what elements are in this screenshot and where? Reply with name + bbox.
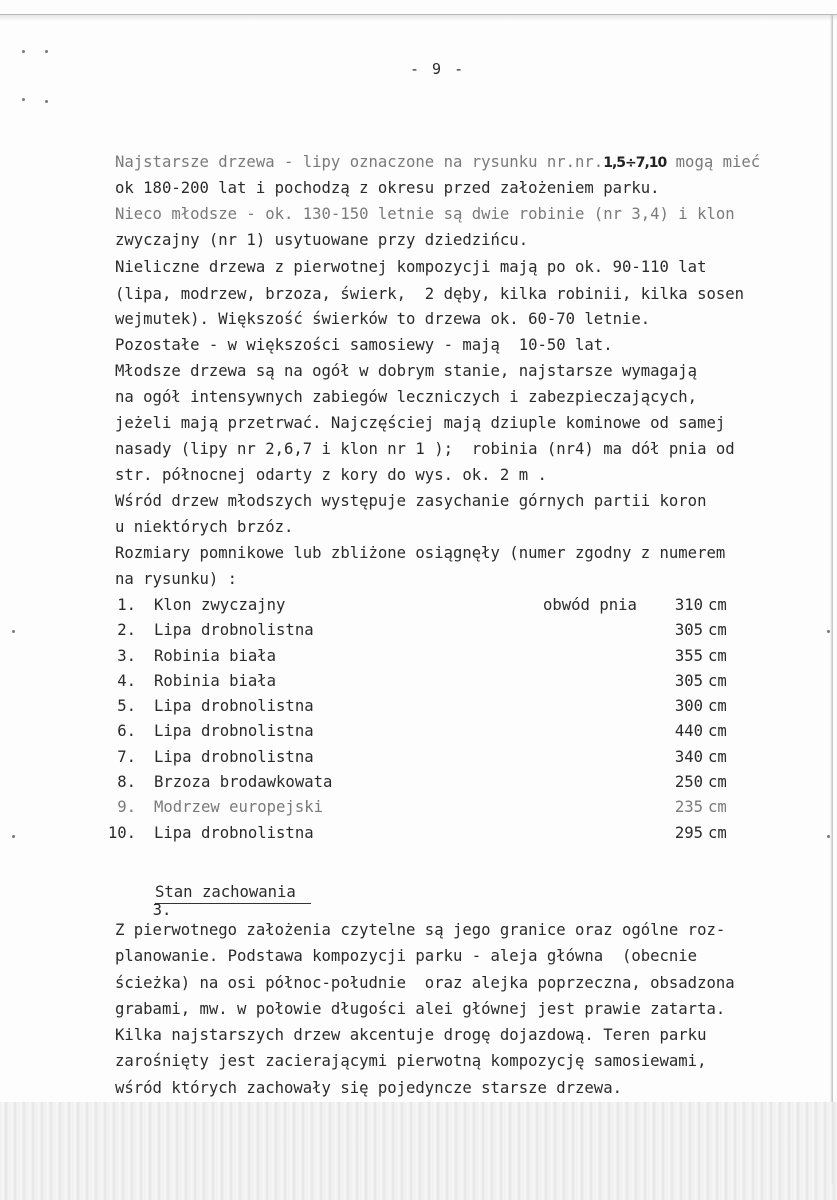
girth-value: 305 xyxy=(674,671,703,690)
text-line xyxy=(115,437,735,463)
text-line xyxy=(115,176,660,202)
tree-number: 2. xyxy=(117,621,136,640)
section-title: Stan zachowania xyxy=(155,883,296,901)
text-line xyxy=(115,307,650,333)
text-segment: Wśród drzew młodszych występuje zasychanie górnych partii koron xyxy=(115,492,707,510)
tree-name: Lipa drobnolistna xyxy=(154,621,314,640)
scan-speck xyxy=(22,98,25,101)
tree-name: Brzoza brodawkowata xyxy=(154,773,333,792)
text-segment: wejmutek). Większość świerków to drzewa ok. 60-70 letnie. xyxy=(115,310,651,328)
scan-speck xyxy=(45,50,48,53)
girth-value: 295 xyxy=(674,823,703,842)
text-line: Z pierwotnego założenia czytelne są jego granice oraz ogólne roz- xyxy=(115,921,726,939)
girth-value: 440 xyxy=(674,722,703,741)
text-segment: na ogół intensywnych zabiegów leczniczych i zabezpieczających, xyxy=(115,388,698,406)
paragraph-preservation xyxy=(115,917,735,1101)
tree-name: Robinia biała xyxy=(154,646,277,665)
section-number: 3. xyxy=(152,901,172,919)
tree-number: 7. xyxy=(117,747,136,766)
tree-list-item xyxy=(102,593,742,618)
girth-value: 355 xyxy=(674,646,703,665)
girth-value: 305 xyxy=(674,621,703,640)
tree-number: 6. xyxy=(117,722,136,741)
text-line xyxy=(115,463,547,489)
text-segment: Nieco młodsze - ok. 130-150 letnie są dwie robinie (nr 3,4) i klon xyxy=(115,205,735,223)
girth-value: 340 xyxy=(674,747,703,766)
tree-list-item xyxy=(102,669,742,694)
text-line xyxy=(115,202,735,228)
tree-list-item xyxy=(102,719,742,744)
text-line xyxy=(115,541,725,567)
text-line xyxy=(115,359,697,385)
text-segment: na rysunku) : xyxy=(115,570,238,588)
unit-label: cm xyxy=(708,646,727,665)
tree-list-item xyxy=(102,694,742,719)
page-number: - 9 - xyxy=(410,60,466,78)
tree-list-item xyxy=(102,770,742,795)
girth-value: 235 xyxy=(674,798,703,817)
text-line xyxy=(115,489,706,515)
handwritten-numbers: 1,5÷7,10 xyxy=(603,155,667,171)
text-line xyxy=(115,567,237,593)
unit-label: cm xyxy=(708,671,727,690)
tree-number: 8. xyxy=(117,773,136,792)
girth-value: 310 xyxy=(674,596,703,614)
text-line xyxy=(115,255,706,281)
text-segment: Rozmiary pomnikowe lub zbliżone osiągnęły (numer zgodny z numerem xyxy=(115,544,726,562)
text-segment: jeżeli mają przetrwać. Najczęściej mają dziuple kominowe od samej xyxy=(115,414,726,432)
unit-label: cm xyxy=(708,596,727,614)
tree-number: 10. xyxy=(107,823,136,842)
tree-name: Lipa drobnolistna xyxy=(154,747,314,766)
tree-number: 4. xyxy=(117,671,136,690)
text-line xyxy=(115,333,613,359)
tree-list-item xyxy=(102,618,742,643)
unit-label: cm xyxy=(708,697,727,716)
tree-name: Modrzew europejski xyxy=(154,798,323,817)
text-segment: Nieliczne drzewa z pierwotnej kompozycji mają po ok. 90-110 lat xyxy=(115,258,707,276)
tree-list-item xyxy=(102,795,742,820)
scan-speck xyxy=(12,630,15,633)
unit-label: cm xyxy=(708,621,727,640)
tree-name: Klon zwyczajny xyxy=(154,596,286,614)
text-segment: Pozostałe - w większości samosiewy - mają 10-50 lat. xyxy=(115,336,613,354)
text-line: zarośnięty jest zacierającymi pierwotną kompozycję samosiewami, xyxy=(115,1052,707,1071)
tree-name: Lipa drobnolistna xyxy=(154,697,314,716)
unit-label: cm xyxy=(708,722,727,741)
girth-value: 250 xyxy=(674,773,703,792)
text-line xyxy=(115,228,528,254)
tree-list xyxy=(102,593,742,846)
scan-speck xyxy=(22,50,25,53)
text-segment: nasady (lipy nr 2,6,7 i klon nr 1 ); robinia (nr4) ma dół pnia od xyxy=(115,440,735,458)
text-line: grabami, mw. w połowie długości alei głównej jest prawie zatarta. xyxy=(115,999,726,1018)
unit-label: cm xyxy=(708,747,727,766)
section-title-underline xyxy=(155,903,311,904)
measure-label: obwód pnia xyxy=(543,596,637,614)
text-line xyxy=(115,282,744,308)
text-segment: (lipa, modrzew, brzoza, świerk, 2 dęby, kilka robinii, kilka sosen xyxy=(115,285,745,303)
tree-number: 5. xyxy=(117,697,136,716)
text-segment: mogą mieć xyxy=(666,153,761,171)
tree-name: Lipa drobnolistna xyxy=(154,823,314,842)
tree-number: 1. xyxy=(117,596,136,614)
text-line: planowanie. Podstawa kompozycji parku - aleja główna (obecnie xyxy=(115,947,698,966)
text-line xyxy=(115,515,293,541)
tree-list-item xyxy=(102,821,742,846)
scan-speck xyxy=(827,835,830,838)
tree-number: 3. xyxy=(117,646,136,665)
text-line xyxy=(115,150,760,177)
scan-speck xyxy=(827,630,830,633)
text-segment: u niektórych brzóz. xyxy=(115,518,294,536)
text-line xyxy=(115,411,725,437)
scan-right-edge xyxy=(830,14,833,1184)
unit-label: cm xyxy=(708,798,727,817)
tree-list-item xyxy=(102,745,742,770)
scan-speck xyxy=(45,100,48,103)
text-segment: Najstarsze drzewa - lipy oznaczone na rysunku nr.nr. xyxy=(115,153,604,171)
text-segment: Młodsze drzewa są na ogół w dobrym stanie, najstarsze wymagają xyxy=(115,362,698,380)
text-line: ścieżka) na osi północ-południe oraz alejka poprzeczna, obsadzona xyxy=(115,973,735,992)
scan-top-edge xyxy=(0,14,837,21)
text-line: wśród których zachowały się pojedyncze starsze drzewa. xyxy=(115,1078,622,1097)
girth-value: 300 xyxy=(674,697,703,716)
text-line: Kilka najstarszych drzew akcentuje drogę dojazdową. Teren parku xyxy=(115,1026,707,1045)
scan-bottom-band xyxy=(0,1102,837,1200)
unit-label: cm xyxy=(708,773,727,792)
tree-list-item xyxy=(102,644,742,669)
text-segment: ok 180-200 lat i pochodzą z okresu przed założeniem parku. xyxy=(115,179,660,197)
text-line xyxy=(115,385,697,411)
text-segment: zwyczajny (nr 1) usytuowane przy dziedzińcu. xyxy=(115,231,529,249)
scan-speck xyxy=(12,835,15,838)
tree-name: Lipa drobnolistna xyxy=(154,722,314,741)
tree-number: 9. xyxy=(117,798,136,817)
tree-name: Robinia biała xyxy=(154,671,277,690)
text-segment: str. północnej odarty z kory do wys. ok. 2 m . xyxy=(115,466,547,484)
unit-label: cm xyxy=(708,823,727,842)
